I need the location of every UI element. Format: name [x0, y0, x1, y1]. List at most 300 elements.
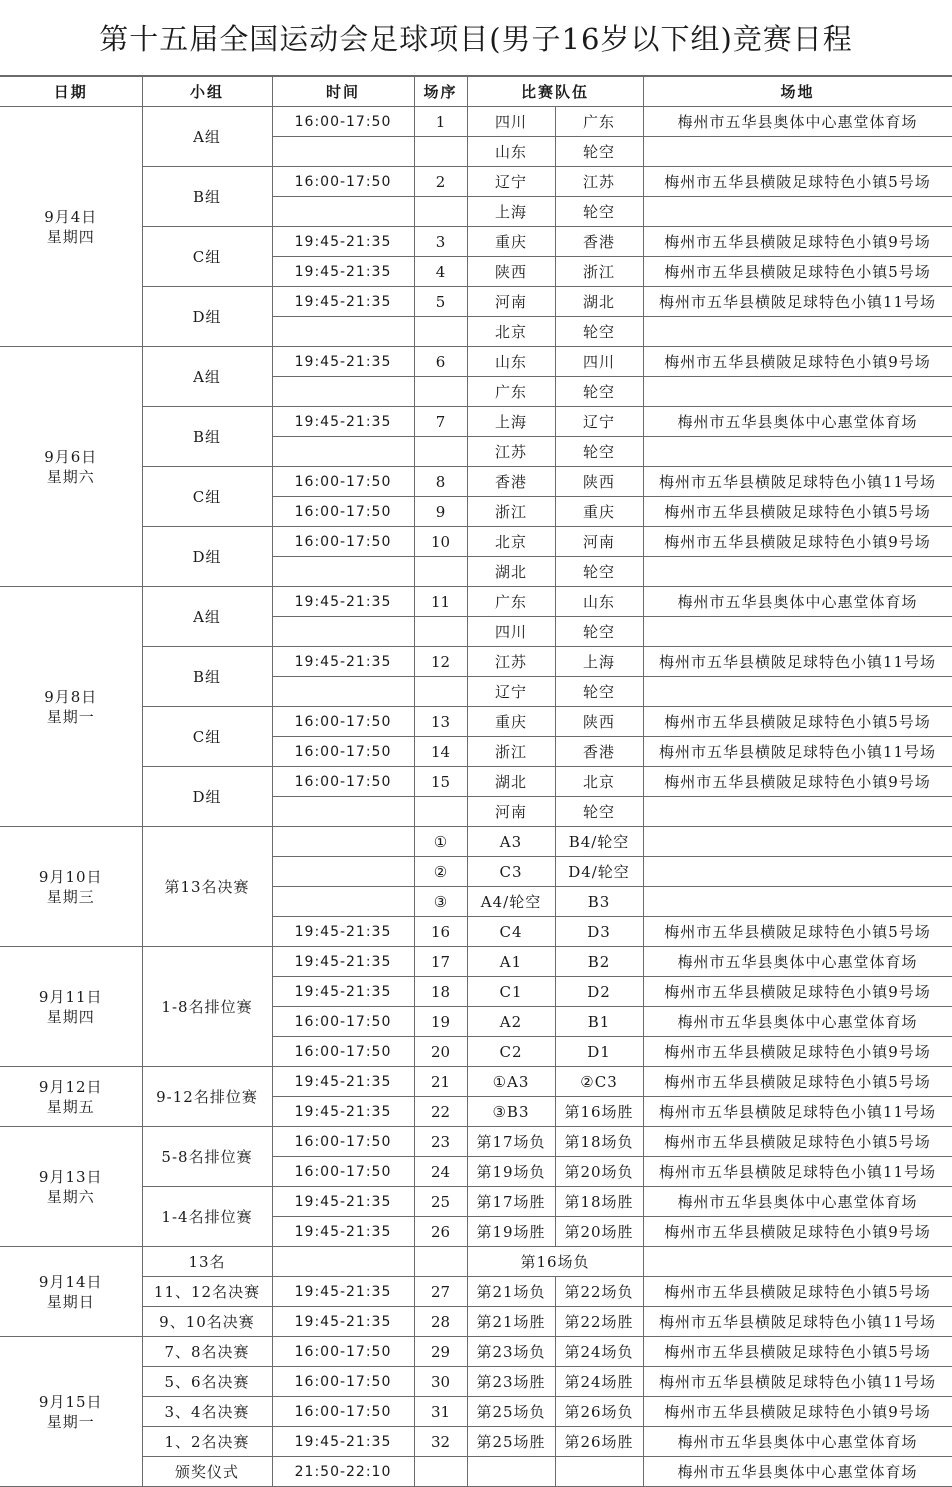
schedule-row: [0, 827, 952, 857]
time-cell: 16:00-17:50: [272, 167, 414, 197]
group-cell: C组: [142, 227, 272, 287]
match-no-cell: 14: [414, 737, 467, 767]
match-no-cell: 13: [414, 707, 467, 737]
match-no-cell: 25: [414, 1187, 467, 1217]
team-a-cell: 江苏: [467, 647, 555, 677]
date-label: 9月10日: [38, 867, 103, 886]
weekday-label: 星期五: [46, 1097, 95, 1116]
team-b-cell: 上海: [555, 647, 643, 677]
team-a-cell: 北京: [467, 317, 555, 347]
match-no-cell: 18: [414, 977, 467, 1007]
match-no-cell: [414, 197, 467, 227]
schedule-row: [0, 107, 952, 137]
venue-cell: 梅州市五华县横陂足球特色小镇5号场: [643, 707, 952, 737]
team-a-cell: 香港: [467, 467, 555, 497]
match-no-cell: [414, 617, 467, 647]
match-no-cell: [414, 137, 467, 167]
time-cell: 19:45-21:35: [272, 1097, 414, 1127]
venue-cell: 梅州市五华县横陂足球特色小镇11号场: [643, 467, 952, 497]
venue-cell: 梅州市五华县横陂足球特色小镇5号场: [643, 257, 952, 287]
venue-cell: [643, 557, 952, 587]
date-cell: [0, 1127, 142, 1247]
team-b-cell: 湖北: [555, 287, 643, 317]
schedule-table: [0, 76, 952, 1487]
group-cell: 1、2名决赛: [142, 1427, 272, 1457]
match-no-cell: 30: [414, 1367, 467, 1397]
time-cell: [272, 797, 414, 827]
venue-cell: 梅州市五华县奥体中心惠堂体育场: [643, 1427, 952, 1457]
match-no-cell: [414, 1457, 467, 1487]
team-a-cell: 北京: [467, 527, 555, 557]
match-no-cell: 11: [414, 587, 467, 617]
venue-cell: 梅州市五华县横陂足球特色小镇11号场: [643, 287, 952, 317]
venue-cell: 梅州市五华县横陂足球特色小镇9号场: [643, 527, 952, 557]
venue-cell: 梅州市五华县横陂足球特色小镇5号场: [643, 1277, 952, 1307]
group-cell: 9-12名排位赛: [142, 1067, 272, 1127]
venue-cell: 梅州市五华县横陂足球特色小镇5号场: [643, 497, 952, 527]
team-b-cell: [555, 1457, 643, 1487]
team-a-cell: 第25场负: [467, 1397, 555, 1427]
time-cell: 16:00-17:50: [272, 1127, 414, 1157]
venue-cell: 梅州市五华县横陂足球特色小镇11号场: [643, 647, 952, 677]
match-no-cell: 26: [414, 1217, 467, 1247]
team-b-cell: 轮空: [555, 377, 643, 407]
header-teams: 比赛队伍: [467, 77, 643, 107]
team-a-cell: 四川: [467, 617, 555, 647]
venue-cell: [643, 377, 952, 407]
team-a-cell: C4: [467, 917, 555, 947]
time-cell: [272, 887, 414, 917]
header-row: [0, 77, 952, 107]
match-no-cell: 16: [414, 917, 467, 947]
weekday-label: 星期三: [46, 887, 95, 906]
match-no-cell: 21: [414, 1067, 467, 1097]
team-b-cell: 轮空: [555, 197, 643, 227]
venue-cell: [643, 317, 952, 347]
team-b-cell: 陕西: [555, 467, 643, 497]
time-cell: 19:45-21:35: [272, 587, 414, 617]
time-cell: 19:45-21:35: [272, 1307, 414, 1337]
team-b-cell: 轮空: [555, 617, 643, 647]
time-cell: 16:00-17:50: [272, 767, 414, 797]
group-cell: 3、4名决赛: [142, 1397, 272, 1427]
group-cell: A组: [142, 347, 272, 407]
team-a-cell: 湖北: [467, 557, 555, 587]
venue-cell: 梅州市五华县横陂足球特色小镇9号场: [643, 1037, 952, 1067]
group-cell: C组: [142, 467, 272, 527]
venue-cell: [643, 827, 952, 857]
match-no-cell: 32: [414, 1427, 467, 1457]
team-b-cell: B2: [555, 947, 643, 977]
team-b-cell: D2: [555, 977, 643, 1007]
team-b-cell: ②C3: [555, 1067, 643, 1097]
time-cell: 16:00-17:50: [272, 1367, 414, 1397]
time-cell: [272, 677, 414, 707]
match-no-cell: 3: [414, 227, 467, 257]
team-a-cell: 辽宁: [467, 677, 555, 707]
match-no-cell: ③: [414, 887, 467, 917]
time-cell: [272, 437, 414, 467]
schedule-row: [0, 767, 952, 797]
team-b-cell: B3: [555, 887, 643, 917]
venue-cell: [643, 797, 952, 827]
time-cell: 16:00-17:50: [272, 467, 414, 497]
team-a-cell: 江苏: [467, 437, 555, 467]
weekday-label: 星期六: [46, 467, 95, 486]
group-cell: B组: [142, 407, 272, 467]
group-cell: A组: [142, 587, 272, 647]
group-cell: 第13名决赛: [142, 827, 272, 947]
schedule-row: [0, 1277, 952, 1307]
date-cell: [0, 947, 142, 1067]
group-cell: D组: [142, 287, 272, 347]
team-b-cell: 第20场负: [555, 1157, 643, 1187]
team-b-cell: 陕西: [555, 707, 643, 737]
schedule-row: [0, 1067, 952, 1097]
team-a-cell: 重庆: [467, 227, 555, 257]
schedule-row: [0, 1187, 952, 1217]
team-a-cell: 广东: [467, 587, 555, 617]
match-no-cell: 8: [414, 467, 467, 497]
header-date: 日期: [0, 77, 142, 107]
time-cell: 16:00-17:50: [272, 107, 414, 137]
date-cell: [0, 827, 142, 947]
team-a-cell: 第21场胜: [467, 1307, 555, 1337]
venue-cell: 梅州市五华县奥体中心惠堂体育场: [643, 1457, 952, 1487]
team-b-cell: 第24场胜: [555, 1367, 643, 1397]
team-a-cell: 浙江: [467, 737, 555, 767]
venue-cell: 梅州市五华县奥体中心惠堂体育场: [643, 107, 952, 137]
venue-cell: 梅州市五华县奥体中心惠堂体育场: [643, 1007, 952, 1037]
schedule-row: [0, 1247, 952, 1277]
date-cell: [0, 1247, 142, 1337]
page-title: 第十五届全国运动会足球项目(男子16岁以下组)竞赛日程: [0, 0, 952, 76]
time-cell: 16:00-17:50: [272, 737, 414, 767]
team-a-cell: 陕西: [467, 257, 555, 287]
time-cell: [272, 617, 414, 647]
team-b-cell: 重庆: [555, 497, 643, 527]
team-a-cell: 第17场胜: [467, 1187, 555, 1217]
date-label: 9月15日: [38, 1392, 103, 1411]
time-cell: 19:45-21:35: [272, 1217, 414, 1247]
time-cell: 16:00-17:50: [272, 1337, 414, 1367]
team-a-cell: ①A3: [467, 1067, 555, 1097]
match-no-cell: [414, 377, 467, 407]
time-cell: [272, 557, 414, 587]
venue-cell: 梅州市五华县横陂足球特色小镇5号场: [643, 167, 952, 197]
match-no-cell: [414, 797, 467, 827]
time-cell: 19:45-21:35: [272, 287, 414, 317]
team-a-cell: 四川: [467, 107, 555, 137]
weekday-label: 星期日: [46, 1292, 95, 1311]
time-cell: 16:00-17:50: [272, 527, 414, 557]
group-cell: 1-8名排位赛: [142, 947, 272, 1067]
team-a-cell: 上海: [467, 407, 555, 437]
group-cell: B组: [142, 647, 272, 707]
time-cell: [272, 857, 414, 887]
header-group: 小组: [142, 77, 272, 107]
group-cell: 5-8名排位赛: [142, 1127, 272, 1187]
team-b-cell: 第18场负: [555, 1127, 643, 1157]
time-cell: 21:50-22:10: [272, 1457, 414, 1487]
time-cell: [272, 197, 414, 227]
date-label: 9月11日: [38, 987, 103, 1006]
match-no-cell: 17: [414, 947, 467, 977]
venue-cell: [643, 617, 952, 647]
venue-cell: [643, 857, 952, 887]
team-b-cell: 第22场胜: [555, 1307, 643, 1337]
date-label: 9月6日: [44, 447, 98, 466]
group-cell: D组: [142, 527, 272, 587]
team-b-cell: 第26场负: [555, 1397, 643, 1427]
venue-cell: [643, 437, 952, 467]
team-b-cell: 河南: [555, 527, 643, 557]
team-b-cell: 江苏: [555, 167, 643, 197]
team-b-cell: 第16场胜: [555, 1097, 643, 1127]
time-cell: 19:45-21:35: [272, 647, 414, 677]
match-no-cell: 15: [414, 767, 467, 797]
match-no-cell: [414, 437, 467, 467]
venue-cell: 梅州市五华县横陂足球特色小镇11号场: [643, 1367, 952, 1397]
time-cell: [272, 137, 414, 167]
time-cell: 16:00-17:50: [272, 1397, 414, 1427]
match-no-cell: 28: [414, 1307, 467, 1337]
weekday-label: 星期一: [46, 707, 95, 726]
group-cell: C组: [142, 707, 272, 767]
team-b-cell: 第26场胜: [555, 1427, 643, 1457]
team-b-cell: 轮空: [555, 677, 643, 707]
match-no-cell: ①: [414, 827, 467, 857]
venue-cell: 梅州市五华县奥体中心惠堂体育场: [643, 407, 952, 437]
weekday-label: 星期六: [46, 1187, 95, 1206]
schedule-row: [0, 947, 952, 977]
schedule-row: [0, 647, 952, 677]
team-a-cell: 山东: [467, 137, 555, 167]
team-b-cell: B4/轮空: [555, 827, 643, 857]
time-cell: [272, 1247, 414, 1277]
match-no-cell: 24: [414, 1157, 467, 1187]
team-b-cell: 轮空: [555, 317, 643, 347]
time-cell: 19:45-21:35: [272, 407, 414, 437]
team-b-cell: 广东: [555, 107, 643, 137]
group-cell: D组: [142, 767, 272, 827]
header-time: 时间: [272, 77, 414, 107]
weekday-label: 星期一: [46, 1412, 95, 1431]
team-b-cell: 第18场胜: [555, 1187, 643, 1217]
team-b-cell: 香港: [555, 737, 643, 767]
team-a-cell: ③B3: [467, 1097, 555, 1127]
venue-cell: 梅州市五华县横陂足球特色小镇9号场: [643, 1397, 952, 1427]
match-no-cell: 10: [414, 527, 467, 557]
schedule-row: [0, 707, 952, 737]
venue-cell: 梅州市五华县奥体中心惠堂体育场: [643, 1187, 952, 1217]
date-label: 9月4日: [44, 207, 98, 226]
venue-cell: 梅州市五华县横陂足球特色小镇9号场: [643, 1217, 952, 1247]
team-a-cell: C3: [467, 857, 555, 887]
match-no-cell: [414, 557, 467, 587]
time-cell: 16:00-17:50: [272, 1037, 414, 1067]
schedule-row: [0, 407, 952, 437]
venue-cell: 梅州市五华县横陂足球特色小镇9号场: [643, 347, 952, 377]
date-cell: [0, 1067, 142, 1127]
schedule-row: [0, 287, 952, 317]
schedule-row: [0, 527, 952, 557]
team-a-cell: 第25场胜: [467, 1427, 555, 1457]
match-no-cell: 29: [414, 1337, 467, 1367]
match-no-cell: 2: [414, 167, 467, 197]
venue-cell: 梅州市五华县横陂足球特色小镇11号场: [643, 1097, 952, 1127]
match-no-cell: 22: [414, 1097, 467, 1127]
venue-cell: 梅州市五华县奥体中心惠堂体育场: [643, 587, 952, 617]
team-b-cell: 浙江: [555, 257, 643, 287]
group-cell: B组: [142, 167, 272, 227]
time-cell: 16:00-17:50: [272, 707, 414, 737]
team-a-cell: A4/轮空: [467, 887, 555, 917]
group-cell: 7、8名决赛: [142, 1337, 272, 1367]
schedule-row: [0, 1457, 952, 1487]
group-cell: 5、6名决赛: [142, 1367, 272, 1397]
match-no-cell: 6: [414, 347, 467, 377]
group-cell: 13名: [142, 1247, 272, 1277]
team-a-cell: 河南: [467, 797, 555, 827]
weekday-label: 星期四: [46, 227, 95, 246]
time-cell: 19:45-21:35: [272, 977, 414, 1007]
schedule-row: [0, 1337, 952, 1367]
team-a-cell: 辽宁: [467, 167, 555, 197]
date-cell: [0, 1337, 142, 1487]
date-cell: [0, 107, 142, 347]
team-a-cell: 山东: [467, 347, 555, 377]
team-b-cell: D4/轮空: [555, 857, 643, 887]
time-cell: 19:45-21:35: [272, 257, 414, 287]
team-a-cell: 第19场负: [467, 1157, 555, 1187]
team-b-cell: 第22场负: [555, 1277, 643, 1307]
venue-cell: [643, 137, 952, 167]
team-b-cell: D3: [555, 917, 643, 947]
time-cell: 19:45-21:35: [272, 1427, 414, 1457]
venue-cell: 梅州市五华县横陂足球特色小镇5号场: [643, 1067, 952, 1097]
venue-cell: 梅州市五华县横陂足球特色小镇11号场: [643, 737, 952, 767]
schedule-row: [0, 1427, 952, 1457]
group-cell: 9、10名决赛: [142, 1307, 272, 1337]
match-no-cell: 19: [414, 1007, 467, 1037]
venue-cell: 梅州市五华县横陂足球特色小镇9号场: [643, 767, 952, 797]
venue-cell: 梅州市五华县横陂足球特色小镇5号场: [643, 1337, 952, 1367]
team-a-cell: 上海: [467, 197, 555, 227]
venue-cell: [643, 887, 952, 917]
team-a-cell: 广东: [467, 377, 555, 407]
match-no-cell: 23: [414, 1127, 467, 1157]
header-match-no: 场序: [414, 77, 467, 107]
group-cell: 颁奖仪式: [142, 1457, 272, 1487]
time-cell: 19:45-21:35: [272, 1277, 414, 1307]
schedule-row: [0, 347, 952, 377]
date-label: 9月14日: [38, 1272, 103, 1291]
venue-cell: 梅州市五华县横陂足球特色小镇9号场: [643, 977, 952, 1007]
header-venue: 场地: [643, 77, 952, 107]
team-b-cell: 北京: [555, 767, 643, 797]
team-b-cell: 第20场胜: [555, 1217, 643, 1247]
venue-cell: 梅州市五华县横陂足球特色小镇11号场: [643, 1157, 952, 1187]
weekday-label: 星期四: [46, 1007, 95, 1026]
venue-cell: 梅州市五华县横陂足球特色小镇5号场: [643, 917, 952, 947]
team-a-cell: 湖北: [467, 767, 555, 797]
teams-cell: 第16场负: [467, 1247, 643, 1277]
venue-cell: 梅州市五华县横陂足球特色小镇9号场: [643, 227, 952, 257]
team-a-cell: 第23场胜: [467, 1367, 555, 1397]
match-no-cell: 27: [414, 1277, 467, 1307]
team-a-cell: A1: [467, 947, 555, 977]
team-b-cell: 轮空: [555, 137, 643, 167]
date-cell: [0, 587, 142, 827]
match-no-cell: 9: [414, 497, 467, 527]
team-a-cell: A2: [467, 1007, 555, 1037]
match-no-cell: [414, 317, 467, 347]
team-b-cell: B1: [555, 1007, 643, 1037]
schedule-body: [0, 77, 952, 1487]
group-cell: 11、12名决赛: [142, 1277, 272, 1307]
date-cell: [0, 347, 142, 587]
team-b-cell: 轮空: [555, 437, 643, 467]
team-b-cell: 轮空: [555, 557, 643, 587]
schedule-row: [0, 587, 952, 617]
team-a-cell: 重庆: [467, 707, 555, 737]
team-a-cell: 第21场负: [467, 1277, 555, 1307]
venue-cell: 梅州市五华县奥体中心惠堂体育场: [643, 947, 952, 977]
match-no-cell: 1: [414, 107, 467, 137]
team-a-cell: [467, 1457, 555, 1487]
team-b-cell: D1: [555, 1037, 643, 1067]
team-b-cell: 辽宁: [555, 407, 643, 437]
team-b-cell: 轮空: [555, 797, 643, 827]
venue-cell: 梅州市五华县横陂足球特色小镇11号场: [643, 1307, 952, 1337]
venue-cell: 梅州市五华县横陂足球特色小镇5号场: [643, 1127, 952, 1157]
team-a-cell: C1: [467, 977, 555, 1007]
group-cell: 1-4名排位赛: [142, 1187, 272, 1247]
match-no-cell: 5: [414, 287, 467, 317]
match-no-cell: 7: [414, 407, 467, 437]
schedule-row: [0, 467, 952, 497]
date-label: 9月13日: [38, 1167, 103, 1186]
match-no-cell: ②: [414, 857, 467, 887]
match-no-cell: 4: [414, 257, 467, 287]
time-cell: 16:00-17:50: [272, 1157, 414, 1187]
date-label: 9月12日: [38, 1077, 103, 1096]
schedule-row: [0, 227, 952, 257]
time-cell: [272, 377, 414, 407]
schedule-row: [0, 167, 952, 197]
schedule-row: [0, 1127, 952, 1157]
group-cell: A组: [142, 107, 272, 167]
venue-cell: [643, 1247, 952, 1277]
match-no-cell: [414, 677, 467, 707]
team-a-cell: 第19场胜: [467, 1217, 555, 1247]
venue-cell: [643, 197, 952, 227]
time-cell: 19:45-21:35: [272, 1187, 414, 1217]
schedule-row: [0, 1367, 952, 1397]
time-cell: 16:00-17:50: [272, 497, 414, 527]
schedule-row: [0, 1397, 952, 1427]
time-cell: 19:45-21:35: [272, 227, 414, 257]
team-b-cell: 第24场负: [555, 1337, 643, 1367]
time-cell: 19:45-21:35: [272, 947, 414, 977]
team-a-cell: 河南: [467, 287, 555, 317]
time-cell: 16:00-17:50: [272, 1007, 414, 1037]
time-cell: 19:45-21:35: [272, 917, 414, 947]
team-b-cell: 四川: [555, 347, 643, 377]
venue-cell: [643, 677, 952, 707]
team-a-cell: A3: [467, 827, 555, 857]
